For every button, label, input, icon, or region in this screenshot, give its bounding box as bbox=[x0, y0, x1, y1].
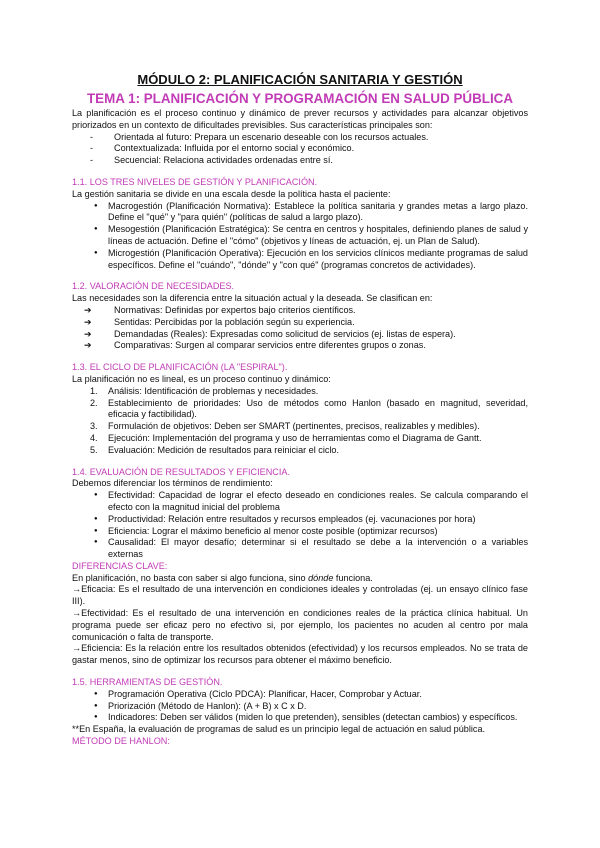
item-number: 1. bbox=[90, 385, 98, 396]
list-item: ● Efectividad: Capacidad de lograr el efecto deseado en condiciones reales. Se calcula comparando el efecto con la magnitud inicial del problema bbox=[90, 490, 528, 514]
item-number: 3. bbox=[90, 421, 98, 432]
key-differences-intro bbox=[72, 573, 528, 585]
definition-efectividad: →Efectividad: Es el resultado de una intervención en condiciones reales de la práctica clínica habitual. Un programa puede ser eficaz pero no efectivo si, por ejemplo, los pacientes no acuden al centro por mala comunicación o falta de transporte. bbox=[72, 608, 528, 642]
item-text: Formulación de objetivos: Deben ser SMART (pertinentes, precisos, realizables y medibles). bbox=[108, 421, 480, 432]
item-text: Establecimiento de prioridades: Uso de métodos como Hanlon (basado en magnitud, severidad, eficacia y factibilidad). bbox=[108, 397, 528, 420]
list-item bbox=[90, 433, 528, 445]
list-item: - Orientada al futuro: Prepara un escenario deseable con los recursos actuales. bbox=[90, 132, 528, 144]
list-item: ➔ Normativas: Definidas por expertos bajo criterios científicos. bbox=[84, 305, 528, 317]
topic-title: TEMA 1: PLANIFICACIÓN Y PROGRAMACIÓN EN SALUD PÚBLICA bbox=[86, 91, 514, 106]
tools-list bbox=[72, 689, 528, 724]
list-item: - Secuencial: Relaciona actividades ordenadas entre sí. bbox=[90, 155, 528, 167]
list-item: ● Causalidad: El mayor desafío; determinar si el resultado se debe a la intervención o a variables externas bbox=[90, 537, 528, 561]
list-item: - Contextualizada: Influida por el entorno social y económico. bbox=[90, 143, 528, 155]
section-heading-levels: 1.1. LOS TRES NIVELES DE GESTIÓN Y PLANIFICACIÓN. bbox=[72, 176, 318, 187]
definition-eficiencia: →Eficiencia: Es la relación entre los resultados obtenidos (efectividad) y los recursos empleados. No se trata de gastar menos, sino de optimizar los recursos para obtener el máximo beneficio. bbox=[72, 643, 528, 666]
intro-paragraph: La planificación es el proceso continuo y dinámico de prever recursos y actividades para alcanzar objetivos priorizados en un contexto de dificultades previsibles. Sus características principales son: bbox=[72, 108, 528, 130]
list-item: ● Eficiencia: Lograr el máximo beneficio al menor coste posible (optimizar recursos) bbox=[90, 526, 528, 538]
needs-list bbox=[72, 305, 528, 352]
performance-list bbox=[72, 490, 528, 561]
list-item bbox=[90, 398, 528, 422]
item-text: Análisis: Identificación de problemas y necesidades. bbox=[108, 385, 319, 396]
section-lead: Debemos diferenciar los términos de rendimiento: bbox=[72, 478, 273, 489]
key-differences-heading: DIFERENCIAS CLAVE: bbox=[72, 560, 168, 571]
legal-note: **En España, la evaluación de programas de salud es un principio legal de actuación en salud pública. bbox=[72, 724, 486, 735]
key-intro-emphasis: dónde bbox=[308, 572, 334, 583]
module-title: MÓDULO 2: PLANIFICACIÓN SANITARIA Y GESTIÓN bbox=[137, 72, 463, 87]
list-item bbox=[90, 386, 528, 398]
list-item: ➔ Demandadas (Reales): Expresadas como solicitud de servicios (ej. listas de espera). bbox=[84, 329, 528, 341]
levels-list bbox=[72, 201, 528, 272]
key-intro-text: En planificación, no basta con saber si algo funciona, sino bbox=[72, 572, 309, 583]
item-number: 2. bbox=[90, 397, 98, 408]
list-item bbox=[90, 421, 528, 433]
key-intro-text-end: funciona. bbox=[333, 572, 373, 583]
item-number: 4. bbox=[90, 432, 98, 443]
list-item bbox=[90, 445, 528, 457]
list-item: ● Productividad: Relación entre resultados y recursos empleados (ej. vacunaciones por hora) bbox=[90, 514, 528, 526]
section-heading-needs: 1.2. VALORACIÓN DE NECESIDADES. bbox=[72, 281, 235, 292]
list-item: ➔ Comparativas: Surgen al comparar servicios entre diferentes grupos o zonas. bbox=[84, 340, 528, 352]
section-lead: La gestión sanitaria se divide en una escala desde la política hasta el paciente: bbox=[72, 188, 391, 199]
list-item: ● Mesogestión (Planificación Estratégica): Se centra en centros y hospitales, definiendo planes de salud y líneas de actuación. Define el "cómo" (objetivos y líneas de actuación, ej. un Plan de Salud). bbox=[90, 224, 528, 248]
list-item: ➔ Sentidas: Percibidas por la población según su experiencia. bbox=[84, 317, 528, 329]
item-number: 5. bbox=[90, 444, 98, 455]
item-text: Evaluación: Medición de resultados para reiniciar el ciclo. bbox=[108, 444, 339, 455]
cycle-list bbox=[72, 386, 528, 457]
list-item: ● Programación Operativa (Ciclo PDCA): Planificar, Hacer, Comprobar y Actuar. bbox=[90, 689, 528, 701]
section-heading-cycle: 1.3. EL CICLO DE PLANIFICACIÓN (LA "ESPIRAL"). bbox=[72, 362, 288, 373]
intro-list bbox=[72, 132, 528, 167]
section-heading-tools: 1.5. HERRAMIENTAS DE GESTIÓN. bbox=[72, 677, 223, 688]
section-lead: Las necesidades son la diferencia entre la situación actual y la deseada. Se clasifican en: bbox=[72, 293, 433, 304]
item-text: Ejecución: Implementación del programa y uso de herramientas como el Diagrama de Gantt. bbox=[108, 432, 482, 443]
list-item: ● Microgestión (Planificación Operativa): Ejecución en los servicios clínicos mediante programas de salud específicos. Define el "cuándo", "dónde" y "con qué" (programas concretos de actividades). bbox=[90, 248, 528, 272]
section-heading-evaluation: 1.4. EVALUACIÓN DE RESULTADOS Y EFICIENCIA. bbox=[72, 466, 290, 477]
definition-eficacia: →Eficacia: Es el resultado de una intervención en condiciones ideales y controladas (ej. un ensayo clínico fase III). bbox=[72, 584, 528, 607]
list-item: ● Macrogestión (Planificación Normativa): Establece la política sanitaria y grandes metas a largo plazo. Define el "qué" y "para quién" (políticas de salud a largo plazo). bbox=[90, 201, 528, 225]
hanlon-heading: MÉTODO DE HANLON: bbox=[72, 736, 170, 747]
section-lead: La planificación no es lineal, es un proceso continuo y dinámico: bbox=[72, 373, 331, 384]
list-item: ● Priorización (Método de Hanlon): (A + B) x C x D. bbox=[90, 701, 528, 713]
list-item: ● Indicadores: Deben ser válidos (miden lo que pretenden), sensibles (detectan cambios) y específicos. bbox=[90, 712, 528, 724]
